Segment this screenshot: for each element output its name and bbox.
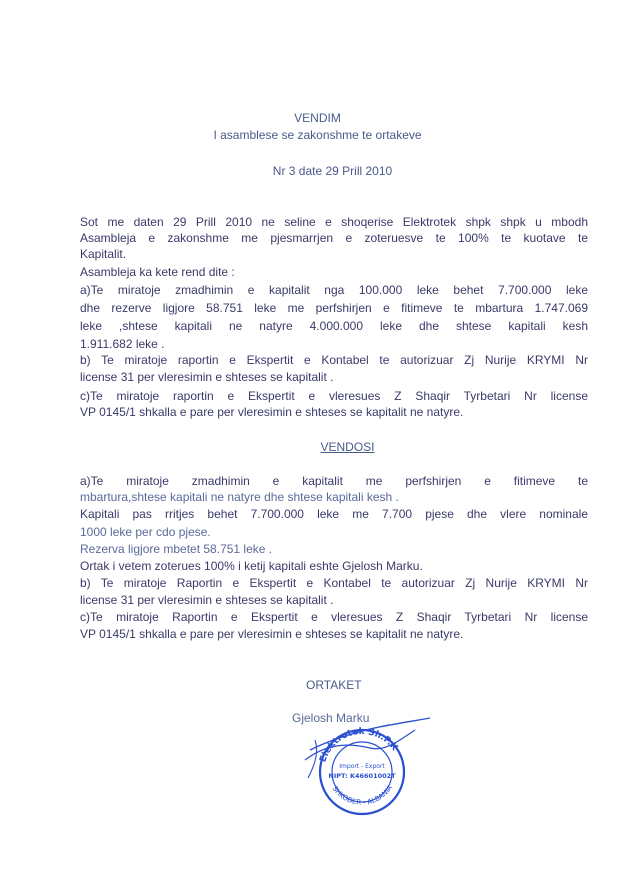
stamp-ring-top-text: Elektrotek Sh.P.K bbox=[318, 726, 400, 764]
company-stamp bbox=[290, 700, 440, 830]
intro-line: 1.911.682 leke . bbox=[80, 337, 165, 351]
document-subtitle: I asamblese se zakonshme te ortakeve bbox=[213, 128, 422, 142]
document-title: VENDIM bbox=[294, 111, 341, 125]
intro-line: Sot me daten 29 Prill 2010 ne seline e shoqerise Elektrotek shpk shpk u mbodh bbox=[80, 215, 588, 229]
decision-line: b) Te miratoje Raportin e Ekspertit e Kontabel te autorizuar Zj Nurije KRYMI Nr bbox=[80, 576, 588, 590]
intro-line: b) Te miratoje raportin e Ekspertit e Kontabel te autorizuar Zj Nurije KRYMI Nr bbox=[80, 353, 588, 367]
decision-line: VP 0145/1 shkalla e pare per vleresimin e shteses se kapitalit ne natyre. bbox=[80, 627, 464, 641]
intro-line: VP 0145/1 shkalla e pare per vleresimin e shteses se kapitalit ne natyre. bbox=[80, 405, 464, 419]
intro-line: license 31 per vleresimin e shteses se kapitalit . bbox=[80, 370, 334, 384]
decision-line: Rezerva ligjore mbetet 58.751 leke . bbox=[80, 542, 273, 556]
decision-heading: VENDOSI bbox=[320, 440, 375, 454]
stamp-center-text: NIPT: K46601002T bbox=[328, 772, 396, 780]
document-number-line: Nr 3 date 29 Prill 2010 bbox=[272, 164, 393, 178]
footer-heading: ORTAKET bbox=[306, 678, 362, 692]
decision-line: Kapitali pas rritjes behet 7.700.000 leke me 7.700 pjese dhe vlere nominale bbox=[80, 507, 588, 521]
stamp-ring-right-text: Import - Export bbox=[339, 763, 385, 770]
intro-line: Asambleja ka kete rend dite : bbox=[80, 265, 235, 279]
intro-line: dhe rezerve ligjore 58.751 leke me perfshirjen e fitimeve te mbartura 1.747.069 bbox=[80, 301, 588, 315]
decision-line: c)Te miratoje Raportin e Ekspertit e vleresues Z Shaqir Tyrbetari Nr license bbox=[80, 610, 588, 624]
intro-line: leke ,shtese kapitali ne natyre 4.000.000 leke dhe shtese kapitali kesh bbox=[80, 319, 588, 333]
intro-line: Asambleja e zakonshme me pjesmarrjen e zoteruesve te 100% te kuotave te bbox=[80, 231, 588, 245]
intro-line: c)Te miratoje raportin e Ekspertit e vleresues Z Shaqir Tyrbetari Nr license bbox=[80, 389, 588, 403]
intro-line: a)Te miratoje zmadhimin e kapitalit nga 100.000 leke behet 7.700.000 leke bbox=[80, 283, 588, 297]
stamp-ring-bottom-text: SHKODER - ALBANIA bbox=[330, 783, 394, 807]
decision-line: a)Te miratoje zmadhimin e kapitalit me perfshirjen e fitimeve te bbox=[80, 474, 588, 488]
decision-line: mbartura,shtese kapitali ne natyre dhe shtese kapitali kesh . bbox=[80, 490, 399, 504]
intro-line: Kapitalit. bbox=[80, 247, 127, 261]
decision-line: 1000 leke per cdo pjese. bbox=[80, 525, 211, 539]
decision-line: license 31 per vleresimin e shteses se kapitalit . bbox=[80, 593, 334, 607]
signatory-name: Gjelosh Marku bbox=[292, 711, 370, 725]
decision-line: Ortak i vetem zoterues 100% i ketij kapitali eshte Gjelosh Marku. bbox=[80, 559, 423, 573]
